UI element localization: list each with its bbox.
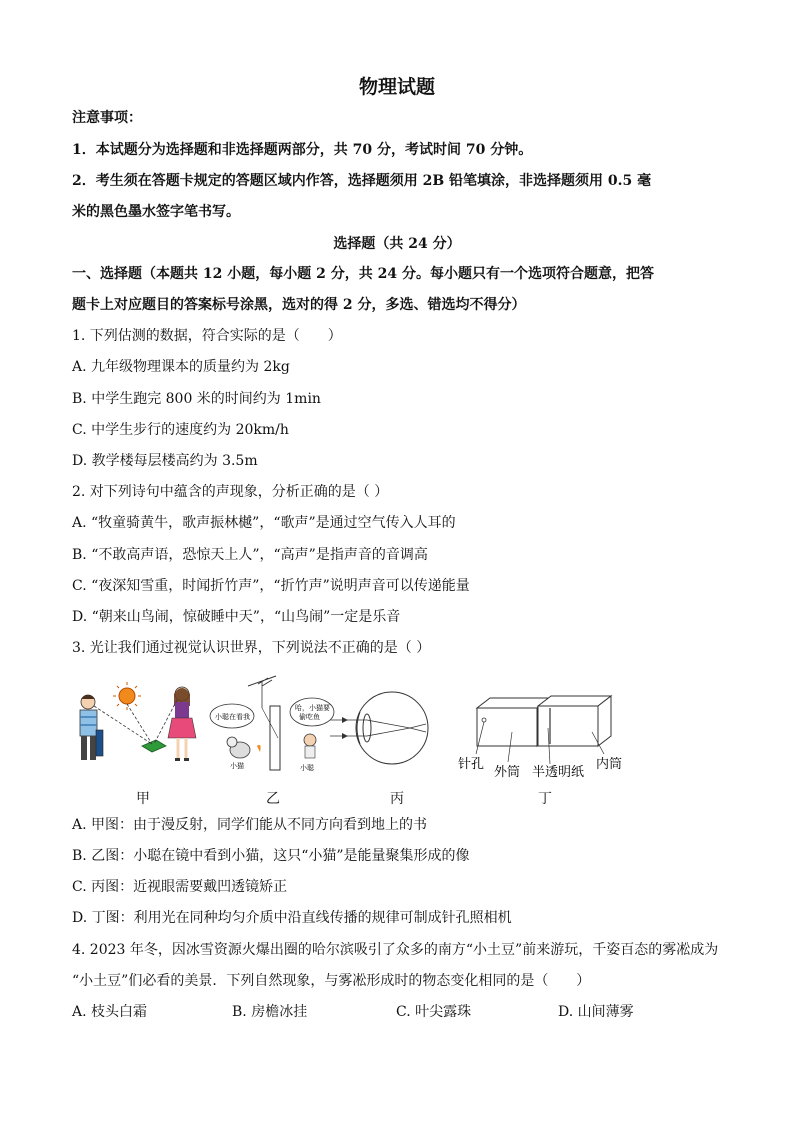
figure-ding-pinhole-camera [458,696,622,780]
question-3-option-d: D. 丁图：利用光在同种均匀介质中沿直线传播的规律可制成针孔照相机 [72,910,512,926]
question-1-option-c: C. 中学生步行的速度约为 20km/h [72,422,289,438]
question-2-stem: 2. 对下列诗句中蕴含的声现象，分析正确的是（ ） [72,484,389,500]
figure-yi-plane-mirror [210,676,334,772]
outer-tube-label: 外筒 [494,765,521,780]
figure-label-jia: 甲 [136,791,150,807]
notice-item-2b: 米的黑色墨水签字笔书写。 [72,204,240,220]
question-4-option-a: A. 枝头白霜 [72,1004,148,1020]
sun-icon [119,688,135,704]
boy-figure [80,695,103,760]
figure-label-yi: 乙 [266,791,280,807]
question-1-option-b: B. 中学生跑完 800 米的时间约为 1min [72,391,321,407]
question-1-stem: 1. 下列估测的数据，符合实际的是（ ） [72,328,342,344]
bubble-text-2: 哈，小猫要 [295,704,330,712]
question-1-option-a: A. 九年级物理课本的质量约为 2kg [72,359,290,375]
section-instruction-1: 一、选择题（本题共 12 小题，每小题 2 分，共 24 分。每小题只有一个选项符合题意，把答 [72,266,654,282]
question-2-option-c: C. “夜深知雪重，时闻折竹声”，“折竹声”说明声音可以传递能量 [72,578,470,594]
mirror [270,706,280,770]
boy-small-figure [304,734,316,758]
section-instruction-2: 题卡上对应题目的答案标号涂黑，选对的得 2 分，多选、错选均不得分） [72,297,526,313]
question-1-option-d: D. 教学楼每层楼高约为 3.5m [72,453,258,469]
translucent-paper-label: 半透明纸 [532,765,585,780]
pinhole-label: 针孔 [458,757,485,772]
question-4-option-d: D. 山间薄雾 [558,1004,634,1020]
question-4-option-c: C. 叶尖露珠 [396,1004,472,1020]
question-4-stem-2: “小土豆”们必看的美景．下列自然现象，与雾凇形成时的物态变化相同的是（ ） [72,973,591,989]
section-title: 选择题（共 24 分） [333,236,461,252]
page-title: 物理试题 [358,76,435,98]
question-3-option-a: A. 甲图：由于漫反射，同学们能从不同方向看到地上的书 [72,817,428,833]
cat-label: 小猫 [230,762,244,770]
question-3-option-c: C. 丙图：近视眼需要戴凹透镜矫正 [72,879,288,895]
question-2-option-b: B. “不敢高声语，恐惊天上人”，“高声”是指声音的音调高 [72,547,428,563]
question-3-option-b: B. 乙图：小聪在镜中看到小猫，这只“小猫”是能量聚集形成的像 [72,848,470,864]
book-icon [142,740,166,752]
question-4-stem-1: 4. 2023 年冬，因冰雪资源火爆出圈的哈尔滨吸引了众多的南方“小土豆”前来游玩，千姿百态的雾凇成为 [72,942,719,958]
question-3-stem: 3. 光让我们通过视觉认识世界，下列说法不正确的是（ ） [72,640,431,656]
figure-label-bing: 丙 [390,791,404,807]
question-4-option-b: B. 房檐冰挂 [232,1004,308,1020]
notice-item-1: 1．本试题分为选择题和非选择题两部分，共 70 分，考试时间 70 分钟。 [72,142,533,158]
question-2-option-d: D. “朝来山鸟闹，惊破睡中天”，“山鸟闹”一定是乐音 [72,609,401,625]
figure-label-ding: 丁 [538,791,552,807]
girl-figure [168,687,196,761]
notice-heading: 注意事项： [72,110,142,126]
notice-item-2a: 2．考生须在答题卡规定的答题区域内作答，选择题须用 2B 铅笔填涂，非选择题须用 0.5 毫 [72,173,652,189]
question-2-option-a: A. “牧童骑黄牛，歌声振林樾”，“歌声”是通过空气传入人耳的 [72,515,456,531]
boy-label: 小聪 [300,764,314,772]
inner-tube-label: 内筒 [596,757,623,772]
bubble-text-1: 小聪在看我 [215,713,250,721]
svg-text:偷吃鱼: 偷吃鱼 [299,713,320,721]
figure-jia-diffuse-reflection [80,682,196,761]
cat-figure [227,737,261,758]
figure-bing-myopia-eye [330,692,428,764]
